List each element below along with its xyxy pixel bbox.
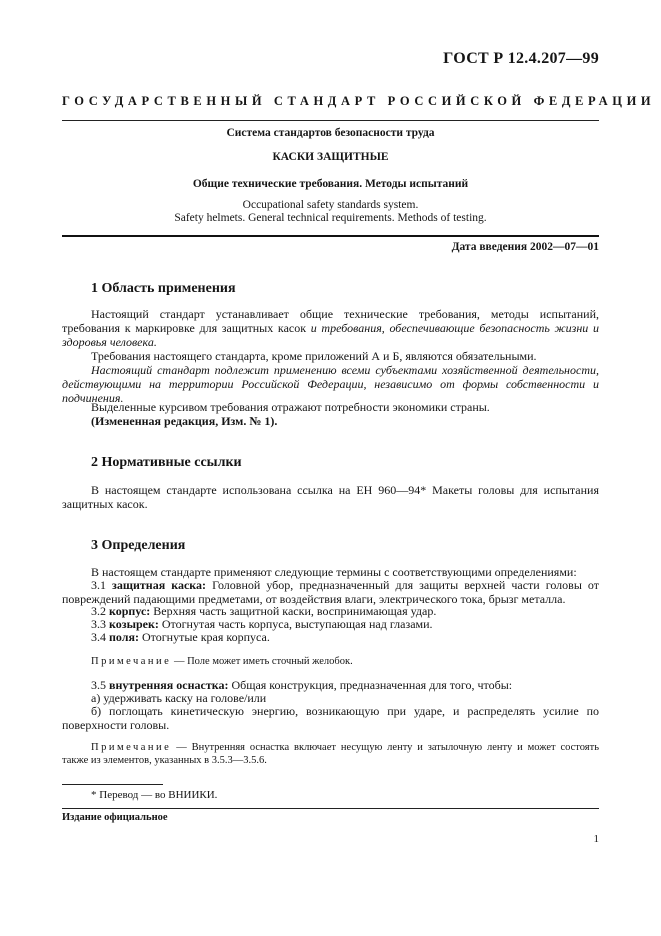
section-3-heading: 3 Определения (91, 538, 186, 553)
definition-3-4 (91, 630, 599, 644)
bottom-divider (62, 808, 599, 809)
definition-3-3-number: 3.3 (91, 617, 109, 631)
section-1-paragraph-2: Требования настоящего стандарта, кроме приложений А и Б, являются обязательными. (91, 349, 537, 363)
footnote: * Перевод — во ВНИИКИ. (91, 789, 218, 801)
english-title-line1: Occupational safety standards system. (242, 199, 419, 211)
section-2-heading: 2 Нормативные ссылки (91, 455, 242, 470)
note-2 (62, 741, 599, 767)
top-divider (62, 120, 599, 121)
amendment-note: (Измененная редакция, Изм. № 1). (91, 414, 278, 428)
definition-3-2-term: корпус: (109, 604, 151, 618)
english-title-line2: Safety helmets. General technical requirements. Methods of testing. (174, 212, 487, 224)
section-1-paragraph-1 (62, 307, 599, 350)
section-1-heading: 1 Область применения (91, 281, 236, 296)
section-3-intro: В настоящем стандарте применяют следующие термины с соответствующими определениями: (91, 565, 577, 579)
definition-3-1-text: Головной убор, предназначенный для защиты верхней части головы от повреждений падающими предметами, от воздействия влаги, электрического тока, брызг металла. (62, 578, 600, 607)
title-divider (62, 235, 599, 237)
definition-3-2-text: Верхняя часть защитной каски, воспринимающая удар. (150, 604, 437, 618)
footnote-divider (62, 784, 163, 785)
note-2-text: — Внутренняя оснастка включает несущую ленту и затылочную ленту и может состоять также из элементов, указанных в 3.5.3—3.5.6. (62, 742, 600, 766)
definition-3-3 (91, 617, 599, 631)
definition-3-2 (91, 604, 599, 618)
definition-3-5-text: Общая конструкция, предназначенная для того, чтобы: (228, 678, 513, 692)
definition-3-5-term: внутренняя оснастка: (109, 678, 229, 692)
definition-3-3-text: Отогнутая часть корпуса, выступающая над глазами. (158, 617, 433, 631)
definition-3-3-term: козырек: (109, 617, 159, 631)
standards-system: Система стандартов безопасности труда (226, 127, 435, 139)
section-1-paragraph-4: Выделенные курсивом требования отражают потребности экономики страны. (91, 400, 490, 414)
definition-3-1-term: защитная каска: (112, 578, 207, 592)
definition-3-4-text: Отогнутые края корпуса. (138, 630, 270, 644)
official-edition-label: Издание официальное (62, 812, 168, 823)
definition-3-5-item-b: б) поглощать кинетическую энергию, возникающую при ударе, и распределять усилие по поверхности головы. (62, 704, 599, 733)
section-1-paragraph-3: Настоящий стандарт подлежит применению всеми субъектами хозяйственной деятельности, действующими на территории Российской Федерации, независимо от формы собственности и подчинения. (62, 363, 599, 406)
note-1-label: Примечание (91, 656, 172, 667)
definition-3-5 (91, 678, 599, 692)
page-number: 1 (593, 833, 599, 845)
definition-3-4-number: 3.4 (91, 630, 109, 644)
definition-3-5-item-a: а) удерживать каску на голове/или (91, 691, 267, 705)
section-1-p1-text: Настоящий стандарт устанавливает общие технические требования, методы испытаний, требования к маркировке для защитных касок (62, 307, 599, 336)
section-2-paragraph-1: В настоящем стандарте использована ссылка на ЕН 960—94* Макеты головы для испытания защитных касок. (62, 483, 599, 512)
definition-3-1-number: 3.1 (91, 578, 113, 592)
document-subtitle: Общие технические требования. Методы испытаний (192, 178, 469, 190)
introduction-date: Дата введения 2002—07—01 (451, 241, 599, 253)
note-2-label: Примечание (91, 742, 172, 753)
state-standard-title: ГОСУДАРСТВЕННЫЙ СТАНДАРТ РОССИЙСКОЙ ФЕДЕРАЦИИ (62, 94, 656, 108)
definition-3-5-number: 3.5 (91, 678, 109, 692)
definition-3-4-term: поля: (109, 630, 139, 644)
definition-3-2-number: 3.2 (91, 604, 109, 618)
document-title: КАСКИ ЗАЩИТНЫЕ (272, 151, 389, 163)
note-1-text: — Поле может иметь сточный желобок. (173, 656, 353, 667)
section-1-p1-italic: и требования, обеспечивающие безопасность жизни и здоровья человека. (62, 321, 599, 350)
note-1 (62, 655, 599, 668)
document-code: ГОСТ Р 12.4.207—99 (443, 50, 599, 67)
definition-3-1 (62, 578, 599, 606)
